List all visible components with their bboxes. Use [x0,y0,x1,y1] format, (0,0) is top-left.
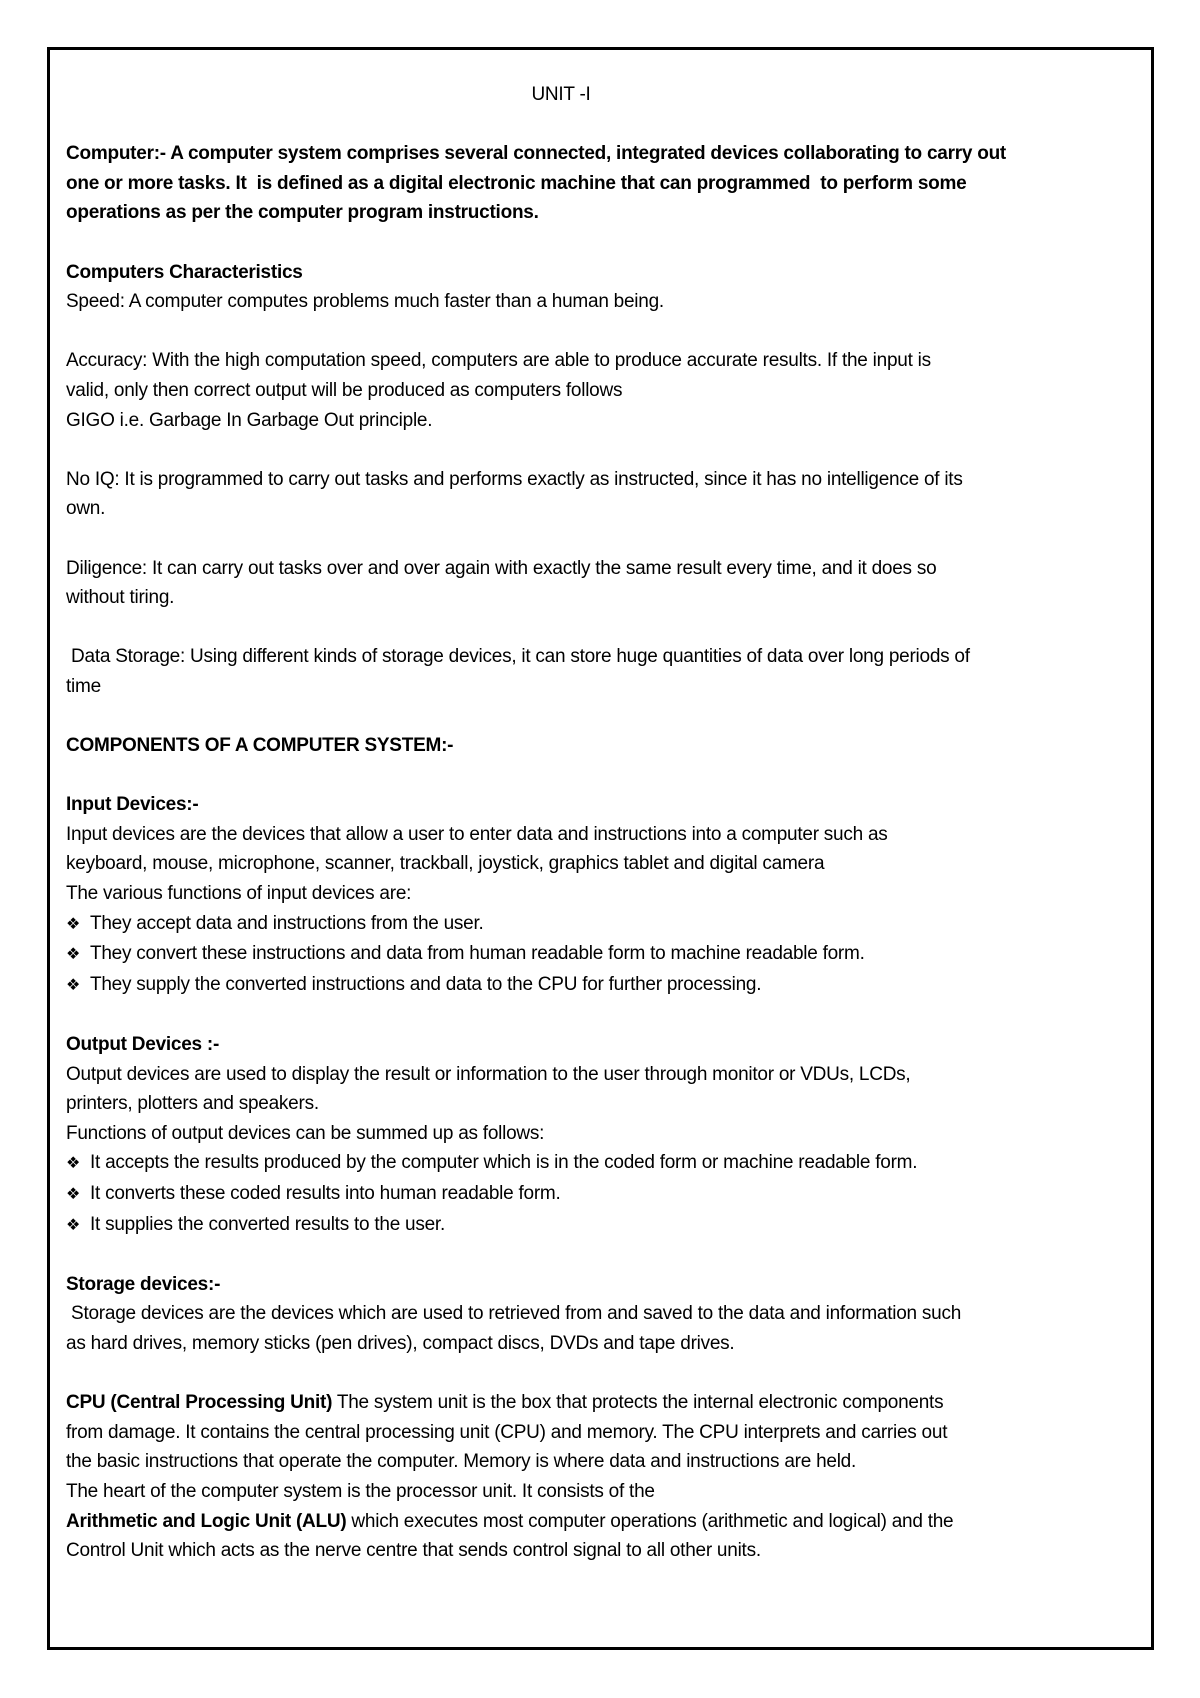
accuracy-line-3: GIGO i.e. Garbage In Garbage Out principle. [66,409,433,431]
input-devices-line-3: The various functions of input devices are: [66,883,412,905]
output-bullet-item: ❖ It accepts the results produced by the computer which is in the coded form or machine readable form. [66,1148,1156,1179]
diligence-line-2: without tiring. [66,587,175,609]
bullet-icon: ❖ [66,915,81,933]
output-devices-line-2: printers, plotters and speakers. [66,1093,319,1115]
diligence-line-1: Diligence: It can carry out tasks over and over again with exactly the same result every time, and it does so [66,557,937,579]
noiq-line-1: No IQ: It is programmed to carry out tasks and performs exactly as instructed, since it has no intelligence of its [66,468,963,490]
output-devices-line-1: Output devices are used to display the result or information to the user through monitor or VDUs, LCDs, [66,1063,911,1085]
cpu-heading: CPU (Central Processing Unit) [66,1392,333,1414]
data-storage-line-1: Data Storage: Using different kinds of storage devices, it can store huge quantities of data over long periods of [66,646,970,668]
storage-devices-line-2: as hard drives, memory sticks (pen drives), compact discs, DVDs and tape drives. [66,1332,735,1354]
input-bullet-item: ❖ They convert these instructions and data from human readable form to machine readable form. [66,939,1156,970]
data-storage-line-2: time [66,675,101,697]
cpu-line-1: CPU (Central Processing Unit) The system unit is the box that protects the internal electronic components [66,1392,944,1414]
input-devices-line-1: Input devices are the devices that allow a user to enter data and instructions into a computer such as [66,823,888,845]
accuracy-line-2: valid, only then correct output will be produced as computers follows [66,379,623,401]
input-bullet-item: ❖ They supply the converted instructions and data to the CPU for further processing. [66,970,1156,1001]
cpu-line-5: Arithmetic and Logic Unit (ALU) which executes most computer operations (arithmetic and logical) and the [66,1510,954,1532]
storage-devices-line-1: Storage devices are the devices which are used to retrieved from and saved to the data and information such [66,1303,962,1325]
alu-term: Arithmetic and Logic Unit (ALU) [66,1510,347,1532]
page-title: UNIT -I [531,84,591,105]
cpu-line-6: Control Unit which acts as the nerve centre that sends control signal to all other units. [66,1540,761,1562]
storage-devices-heading: Storage devices:- [66,1273,221,1295]
characteristics-heading: Computers Characteristics [66,261,303,283]
bullet-icon: ❖ [66,976,81,994]
cpu-line-4: The heart of the computer system is the processor unit. It consists of the [66,1480,655,1502]
speed-text: Speed: A computer computes problems much faster than a human being. [66,291,664,313]
document-body [66,80,1156,1566]
cpu-line-2: from damage. It contains the central processing unit (CPU) and memory. The CPU interprets and carries out [66,1421,948,1443]
computer-definition-line-3: operations as per the computer program instructions. [66,202,539,224]
output-bullet-item: ❖ It supplies the converted results to the user. [66,1210,1156,1241]
bullet-icon: ❖ [66,946,81,964]
computer-definition-line-2: one or more tasks. It is defined as a digital electronic machine that can programmed to perform some [66,172,967,194]
bullet-icon: ❖ [66,1216,81,1234]
output-bullet-item: ❖ It converts these coded results into human readable form. [66,1179,1156,1210]
components-heading: COMPONENTS OF A COMPUTER SYSTEM:- [66,735,454,757]
input-devices-line-2: keyboard, mouse, microphone, scanner, trackball, joystick, graphics tablet and digital camera [66,853,825,875]
input-bullet-item: ❖ They accept data and instructions from the user. [66,909,1156,940]
cpu-line-3: the basic instructions that operate the computer. Memory is where data and instructions are held. [66,1451,857,1473]
input-devices-heading: Input Devices:- [66,794,199,816]
output-devices-heading: Output Devices :- [66,1034,220,1055]
noiq-line-2: own. [66,498,106,520]
output-devices-line-3: Functions of output devices can be summed up as follows: [66,1122,545,1144]
computer-definition-line-1: Computer:- A computer system comprises several connected, integrated devices collaborating to carry out [66,143,1007,165]
accuracy-line-1: Accuracy: With the high computation speed, computers are able to produce accurate results. If the input is [66,350,931,372]
bullet-icon: ❖ [66,1155,81,1173]
bullet-icon: ❖ [66,1185,81,1203]
